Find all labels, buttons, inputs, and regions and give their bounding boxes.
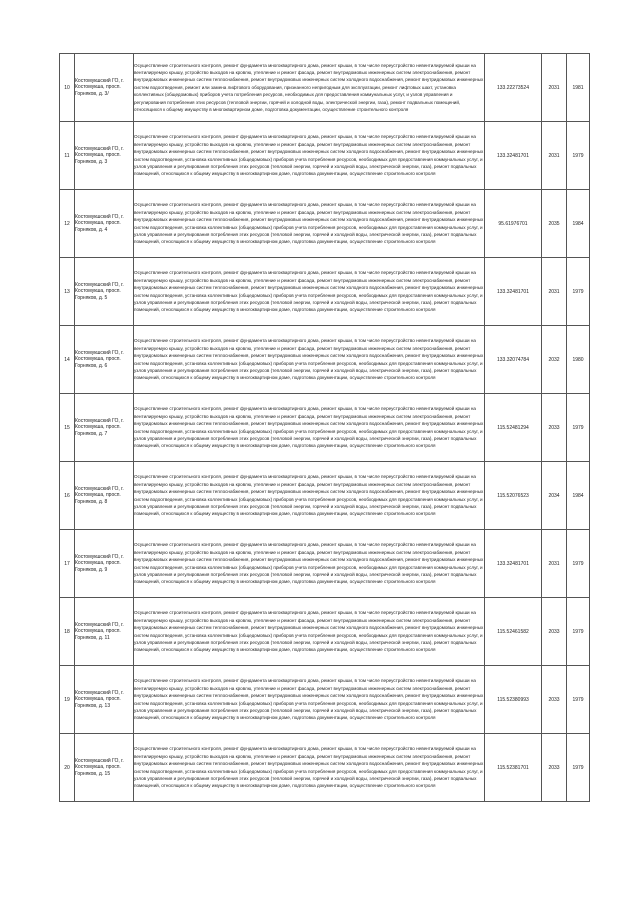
row-number-cell: 19 [60,666,75,734]
table-row [60,258,590,326]
table-row [60,326,590,394]
address-cell: Костомукшский ГО, г. Костомукша, просп. Горняков, д. 3 [75,122,134,190]
address-cell: Костомукшский ГО, г. Костомукша, просп. Горняков, д. 7 [75,394,134,462]
built-year-cell: 1979 [567,598,590,666]
row-number-cell: 20 [60,734,75,802]
built-year-cell: 1981 [567,54,590,122]
year-cell: 2035 [542,190,567,258]
work-description-cell [134,734,485,802]
row-number-cell: 18 [60,598,75,666]
work-description-text: Осуществление строительного контроля, ремонт фундамента многоквартирного дома, ремонт крыши, в том числе переустройство невентилируемой крыши на вентилируемую крышу, устройство выходов на кровлю, утепление и ремонт фасада, ремонт внутридомовых инженерных систем электроснабжения, ремонт внутридомовых инженерных систем теплоснабжения, ремонт внутридомовых инженерных систем холодного водоснабжения, ремонт внутридомовых инженерных систем водоотведения, ремонт или замена лифтового оборудования, признанного непригодным для эксплуатации, ремонт лифтовых шахт, установка коллективных (общедомовых) приборов учета потребления ресурсов, необходимых для предоставления коммунальных услуг, и узлов управления и регулирования потребления этих ресурсов (тепловой энергии, горячей и холодной воды, электрической энергии, газа), ремонт подвальных помещений, относящихся к общему имуществу в многоквартирном доме, подготовка документации, осуществление строительного контроля [134,62,484,113]
table-row [60,462,590,530]
table-row [60,122,590,190]
area-cell: 115.52076523 [485,462,542,530]
year-cell: 2031 [542,54,567,122]
work-description-cell [134,190,485,258]
area-cell: 115.52381701 [485,734,542,802]
year-cell: 2033 [542,394,567,462]
row-number-cell: 12 [60,190,75,258]
row-number-cell: 10 [60,54,75,122]
area-cell: 133.32074784 [485,326,542,394]
built-year-cell: 1979 [567,530,590,598]
address-cell: Костомукшский ГО, г. Костомукша, просп. Горняков, д. 8 [75,462,134,530]
work-description-text: Осуществление строительного контроля, ремонт фундамента многоквартирного дома, ремонт крыши, в том числе переустройство невентилируемой крыши на вентилируемую крышу, устройство выходов на кровлю, утепление и ремонт фасада, ремонт внутридомовых инженерных систем электроснабжения, ремонт внутридомовых инженерных систем теплоснабжения, ремонт внутридомовых инженерных систем холодного водоснабжения, ремонт внутридомовых инженерных систем водоотведения, установка коллективных (общедомовых) приборов учета потребления ресурсов, необходимых для предоставления коммунальных услуг, и узлов управления и регулирования потребления этих ресурсов (тепловой энергии, горячей и холодной воды, электрической энергии, газа), ремонт подвальных помещений, относящихся к общему имуществу в многоквартирном доме, подготовка документации, осуществление строительного контроля [134,338,484,381]
built-year-cell: 1984 [567,462,590,530]
built-year-cell: 1979 [567,394,590,462]
work-description-cell [134,530,485,598]
work-description-text: Осуществление строительного контроля, ремонт фундамента многоквартирного дома, ремонт крыши, в том числе переустройство невентилируемой крыши на вентилируемую крышу, устройство выходов на кровлю, утепление и ремонт фасада, ремонт внутридомовых инженерных систем электроснабжения, ремонт внутридомовых инженерных систем теплоснабжения, ремонт внутридомовых инженерных систем холодного водоснабжения, ремонт внутридомовых инженерных систем водоотведения, установка коллективных (общедомовых) приборов учета потребления ресурсов, необходимых для предоставления коммунальных услуг, и узлов управления и регулирования потребления этих ресурсов (тепловой энергии, горячей и холодной воды, электрической энергии, газа), ремонт подвальных помещений, относящихся к общему имуществу в многоквартирном доме, подготовка документации, осуществление строительного контроля [134,134,484,177]
year-cell: 2031 [542,122,567,190]
work-description-text: Осуществление строительного контроля, ремонт фундамента многоквартирного дома, ремонт крыши, в том числе переустройство невентилируемой крыши на вентилируемую крышу, устройство выходов на кровлю, утепление и ремонт фасада, ремонт внутридомовых инженерных систем электроснабжения, ремонт внутридомовых инженерных систем теплоснабжения, ремонт внутридомовых инженерных систем холодного водоснабжения, ремонт внутридомовых инженерных систем водоотведения, установка коллективных (общедомовых) приборов учета потребления ресурсов, необходимых для предоставления коммунальных услуг, и узлов управления и регулирования потребления этих ресурсов (тепловой энергии, горячей и холодной воды, электрической энергии, газа), ремонт подвальных помещений, относящихся к общему имуществу в многоквартирном доме, подготовка документации, осуществление строительного контроля [134,406,484,449]
year-cell: 2032 [542,326,567,394]
work-description-text: Осуществление строительного контроля, ремонт фундамента многоквартирного дома, ремонт крыши, в том числе переустройство невентилируемой крыши на вентилируемую крышу, устройство выходов на кровлю, утепление и ремонт фасада, ремонт внутридомовых инженерных систем электроснабжения, ремонт внутридомовых инженерных систем теплоснабжения, ремонт внутридомовых инженерных систем холодного водоснабжения, ремонт внутридомовых инженерных систем водоотведения, установка коллективных (общедомовых) приборов учета потребления ресурсов, необходимых для предоставления коммунальных услуг, и узлов управления и регулирования потребления этих ресурсов (тепловой энергии, горячей и холодной воды, электрической энергии, газа), ремонт подвальных помещений, относящихся к общему имуществу в многоквартирном доме, подготовка документации, осуществление строительного контроля [134,542,484,585]
row-number-cell: 16 [60,462,75,530]
table-row [60,598,590,666]
year-cell: 2031 [542,530,567,598]
built-year-cell: 1979 [567,666,590,734]
work-description-cell [134,394,485,462]
table-row [60,394,590,462]
year-cell: 2034 [542,462,567,530]
work-description-cell [134,258,485,326]
work-description-text: Осуществление строительного контроля, ремонт фундамента многоквартирного дома, ремонт крыши, в том числе переустройство невентилируемой крыши на вентилируемую крышу, устройство выходов на кровлю, утепление и ремонт фасада, ремонт внутридомовых инженерных систем электроснабжения, ремонт внутридомовых инженерных систем теплоснабжения, ремонт внутридомовых инженерных систем холодного водоснабжения, ремонт внутридомовых инженерных систем водоотведения, установка коллективных (общедомовых) приборов учета потребления ресурсов, необходимых для предоставления коммунальных услуг, и узлов управления и регулирования потребления этих ресурсов (тепловой энергии, горячей и холодной воды, электрической энергии, газа), ремонт подвальных помещений, относящихся к общему имуществу в многоквартирном доме, подготовка документации, осуществление строительного контроля [134,746,484,789]
table-row [60,54,590,122]
area-cell: 115.52461582 [485,598,542,666]
address-cell: Костомукшский ГО, г. Костомукша, просп. Горняков, д. 5 [75,258,134,326]
address-cell: Костомукшский ГО, г. Костомукша, просп. Горняков, д. 9 [75,530,134,598]
area-cell: 115.52481294 [485,394,542,462]
area-cell: 133.32481701 [485,530,542,598]
work-description-text: Осуществление строительного контроля, ремонт фундамента многоквартирного дома, ремонт крыши, в том числе переустройство невентилируемой крыши на вентилируемую крышу, устройство выходов на кровлю, утепление и ремонт фасада, ремонт внутридомовых инженерных систем электроснабжения, ремонт внутридомовых инженерных систем теплоснабжения, ремонт внутридомовых инженерных систем холодного водоснабжения, ремонт внутридомовых инженерных систем водоотведения, установка коллективных (общедомовых) приборов учета потребления ресурсов, необходимых для предоставления коммунальных услуг, и узлов управления и регулирования потребления этих ресурсов (тепловой энергии, горячей и холодной воды, электрической энергии, газа), ремонт подвальных помещений, относящихся к общему имуществу в многоквартирном доме, подготовка документации, осуществление строительного контроля [134,678,484,721]
address-cell: Костомукшский ГО, г. Костомукша, просп. Горняков, д. 11 [75,598,134,666]
address-cell: Костомукшский ГО, г. Костомукша, просп. Горняков, д. 15 [75,734,134,802]
row-number-cell: 11 [60,122,75,190]
built-year-cell: 1979 [567,122,590,190]
year-cell: 2033 [542,598,567,666]
work-description-cell [134,122,485,190]
year-cell: 2033 [542,666,567,734]
address-cell: Костомукшский ГО, г. Костомукша, просп. Горняков, д. 13 [75,666,134,734]
year-cell: 2031 [542,258,567,326]
address-cell: Костомукшский ГО, г. Костомукша, просп. Горняков, д. 4 [75,190,134,258]
work-description-text: Осуществление строительного контроля, ремонт фундамента многоквартирного дома, ремонт крыши, в том числе переустройство невентилируемой крыши на вентилируемую крышу, устройство выходов на кровлю, утепление и ремонт фасада, ремонт внутридомовых инженерных систем электроснабжения, ремонт внутридомовых инженерных систем теплоснабжения, ремонт внутридомовых инженерных систем холодного водоснабжения, ремонт внутридомовых инженерных систем водоотведения, установка коллективных (общедомовых) приборов учета потребления ресурсов, необходимых для предоставления коммунальных услуг, и узлов управления и регулирования потребления этих ресурсов (тепловой энергии, горячей и холодной воды, электрической энергии, газа), ремонт подвальных помещений, относящихся к общему имуществу в многоквартирном доме, подготовка документации, осуществление строительного контроля [134,270,484,313]
built-year-cell: 1979 [567,734,590,802]
work-description-cell [134,462,485,530]
address-cell: Костомукшский ГО, г. Костомукша, просп. Горняков, д. 6 [75,326,134,394]
work-description-text: Осуществление строительного контроля, ремонт фундамента многоквартирного дома, ремонт крыши, в том числе переустройство невентилируемой крыши на вентилируемую крышу, устройство выходов на кровлю, утепление и ремонт фасада, ремонт внутридомовых инженерных систем электроснабжения, ремонт внутридомовых инженерных систем теплоснабжения, ремонт внутридомовых инженерных систем холодного водоснабжения, ремонт внутридомовых инженерных систем водоотведения, установка коллективных (общедомовых) приборов учета потребления ресурсов, необходимых для предоставления коммунальных услуг, и узлов управления и регулирования потребления этих ресурсов (тепловой энергии, горячей и холодной воды, электрической энергии, газа), ремонт подвальных помещений, относящихся к общему имуществу в многоквартирном доме, подготовка документации, осуществление строительного контроля [134,474,484,517]
table-row [60,190,590,258]
works-table [59,53,590,802]
area-cell: 115.52380993 [485,666,542,734]
address-cell: Костомукшский ГО, г. Костомукша, просп. Горняков, д. 3/ [75,54,134,122]
work-description-cell [134,54,485,122]
area-cell: 133.22273524 [485,54,542,122]
work-description-cell [134,666,485,734]
work-description-text: Осуществление строительного контроля, ремонт фундамента многоквартирного дома, ремонт крыши, в том числе переустройство невентилируемой крыши на вентилируемую крышу, устройство выходов на кровлю, утепление и ремонт фасада, ремонт внутридомовых инженерных систем электроснабжения, ремонт внутридомовых инженерных систем теплоснабжения, ремонт внутридомовых инженерных систем холодного водоснабжения, ремонт внутридомовых инженерных систем водоотведения, установка коллективных (общедомовых) приборов учета потребления ресурсов, необходимых для предоставления коммунальных услуг, и узлов управления и регулирования потребления этих ресурсов (тепловой энергии, горячей и холодной воды, электрической энергии, газа), ремонт подвальных помещений, относящихся к общему имуществу в многоквартирном доме, подготовка документации, осуществление строительного контроля [134,202,484,245]
area-cell: 95.61976701 [485,190,542,258]
work-description-text: Осуществление строительного контроля, ремонт фундамента многоквартирного дома, ремонт крыши, в том числе переустройство невентилируемой крыши на вентилируемую крышу, устройство выходов на кровлю, утепление и ремонт фасада, ремонт внутридомовых инженерных систем электроснабжения, ремонт внутридомовых инженерных систем теплоснабжения, ремонт внутридомовых инженерных систем холодного водоснабжения, ремонт внутридомовых инженерных систем водоотведения, установка коллективных (общедомовых) приборов учета потребления ресурсов, необходимых для предоставления коммунальных услуг, и узлов управления и регулирования потребления этих ресурсов (тепловой энергии, горячей и холодной воды, электрической энергии, газа), ремонт подвальных помещений, относящихся к общему имуществу в многоквартирном доме, подготовка документации, осуществление строительного контроля [134,610,484,653]
table-row [60,734,590,802]
table-row [60,666,590,734]
work-description-cell [134,326,485,394]
area-cell: 133.32481701 [485,122,542,190]
row-number-cell: 14 [60,326,75,394]
built-year-cell: 1979 [567,258,590,326]
table-row [60,530,590,598]
row-number-cell: 13 [60,258,75,326]
built-year-cell: 1980 [567,326,590,394]
row-number-cell: 15 [60,394,75,462]
year-cell: 2033 [542,734,567,802]
work-description-cell [134,598,485,666]
area-cell: 133.32481701 [485,258,542,326]
row-number-cell: 17 [60,530,75,598]
built-year-cell: 1984 [567,190,590,258]
